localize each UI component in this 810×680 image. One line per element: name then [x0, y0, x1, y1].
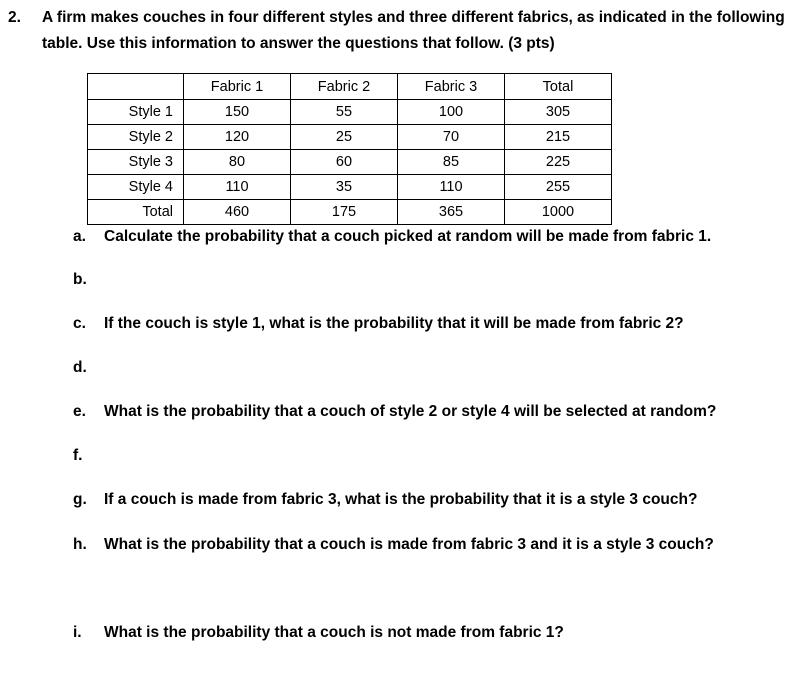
- table-cell: 80: [184, 150, 291, 175]
- table-cell: 460: [184, 200, 291, 225]
- part-letter: f.: [73, 447, 83, 464]
- part-text: What is the probability that a couch of style 2 or style 4 will be selected at random?: [104, 403, 717, 420]
- part-d: [73, 358, 793, 378]
- part-h: [73, 535, 793, 555]
- table-cell: 215: [505, 125, 612, 150]
- table-cell: 150: [184, 100, 291, 125]
- table-row: [88, 150, 612, 175]
- table-header-cell: Fabric 1: [184, 74, 291, 100]
- fabric-style-table: [87, 73, 612, 225]
- part-letter: g.: [73, 491, 87, 508]
- table-cell: 85: [398, 150, 505, 175]
- part-f: [73, 446, 793, 466]
- table-row-label: Style 4: [88, 175, 184, 200]
- part-letter: b.: [73, 271, 87, 288]
- table-row: [88, 100, 612, 125]
- table-header-cell: [88, 74, 184, 100]
- table-row-label: Style 2: [88, 125, 184, 150]
- part-letter: a.: [73, 228, 86, 245]
- part-letter: c.: [73, 315, 86, 332]
- part-text: If a couch is made from fabric 3, what is the probability that it is a style 3 couch?: [104, 491, 698, 508]
- table-cell: 60: [291, 150, 398, 175]
- table-cell: 70: [398, 125, 505, 150]
- part-text: Calculate the probability that a couch picked at random will be made from fabric 1.: [104, 228, 712, 245]
- part-text: If the couch is style 1, what is the probability that it will be made from fabric 2?: [104, 315, 684, 332]
- part-e: [73, 402, 793, 422]
- table-cell: 25: [291, 125, 398, 150]
- table-cell: 120: [184, 125, 291, 150]
- part-g: [73, 490, 793, 510]
- table-row: [88, 175, 612, 200]
- part-i: [73, 623, 793, 643]
- question-text: A firm makes couches in four different styles and three different fabrics, as indicated in the following table. Use this information to answer the questions that follow. (3 pts): [42, 9, 785, 52]
- table-row-label: Style 3: [88, 150, 184, 175]
- table-row-label: Style 1: [88, 100, 184, 125]
- table-cell: 255: [505, 175, 612, 200]
- table-cell: 225: [505, 150, 612, 175]
- table-row: [88, 125, 612, 150]
- table-header-cell: Fabric 2: [291, 74, 398, 100]
- part-letter: i.: [73, 624, 82, 641]
- table-cell: 100: [398, 100, 505, 125]
- table-cell: 1000: [505, 200, 612, 225]
- table-header-row: [88, 74, 612, 100]
- table-total-row: [88, 200, 612, 225]
- table-cell: 175: [291, 200, 398, 225]
- part-text: What is the probability that a couch is made from fabric 3 and it is a style 3 couch?: [104, 536, 714, 553]
- part-text: What is the probability that a couch is not made from fabric 1?: [104, 624, 564, 641]
- part-b: [73, 270, 793, 290]
- table-cell: 110: [398, 175, 505, 200]
- part-c: [73, 314, 793, 334]
- table-row-label: Total: [88, 200, 184, 225]
- part-letter: d.: [73, 359, 87, 376]
- part-letter: e.: [73, 403, 86, 420]
- table-cell: 365: [398, 200, 505, 225]
- table-cell: 110: [184, 175, 291, 200]
- table-cell: 55: [291, 100, 398, 125]
- table-cell: 305: [505, 100, 612, 125]
- question-number: 2.: [8, 9, 21, 26]
- table-header-cell: Total: [505, 74, 612, 100]
- table-cell: 35: [291, 175, 398, 200]
- part-a: [73, 227, 793, 247]
- table-header-cell: Fabric 3: [398, 74, 505, 100]
- part-letter: h.: [73, 536, 87, 553]
- question-2: [8, 5, 798, 57]
